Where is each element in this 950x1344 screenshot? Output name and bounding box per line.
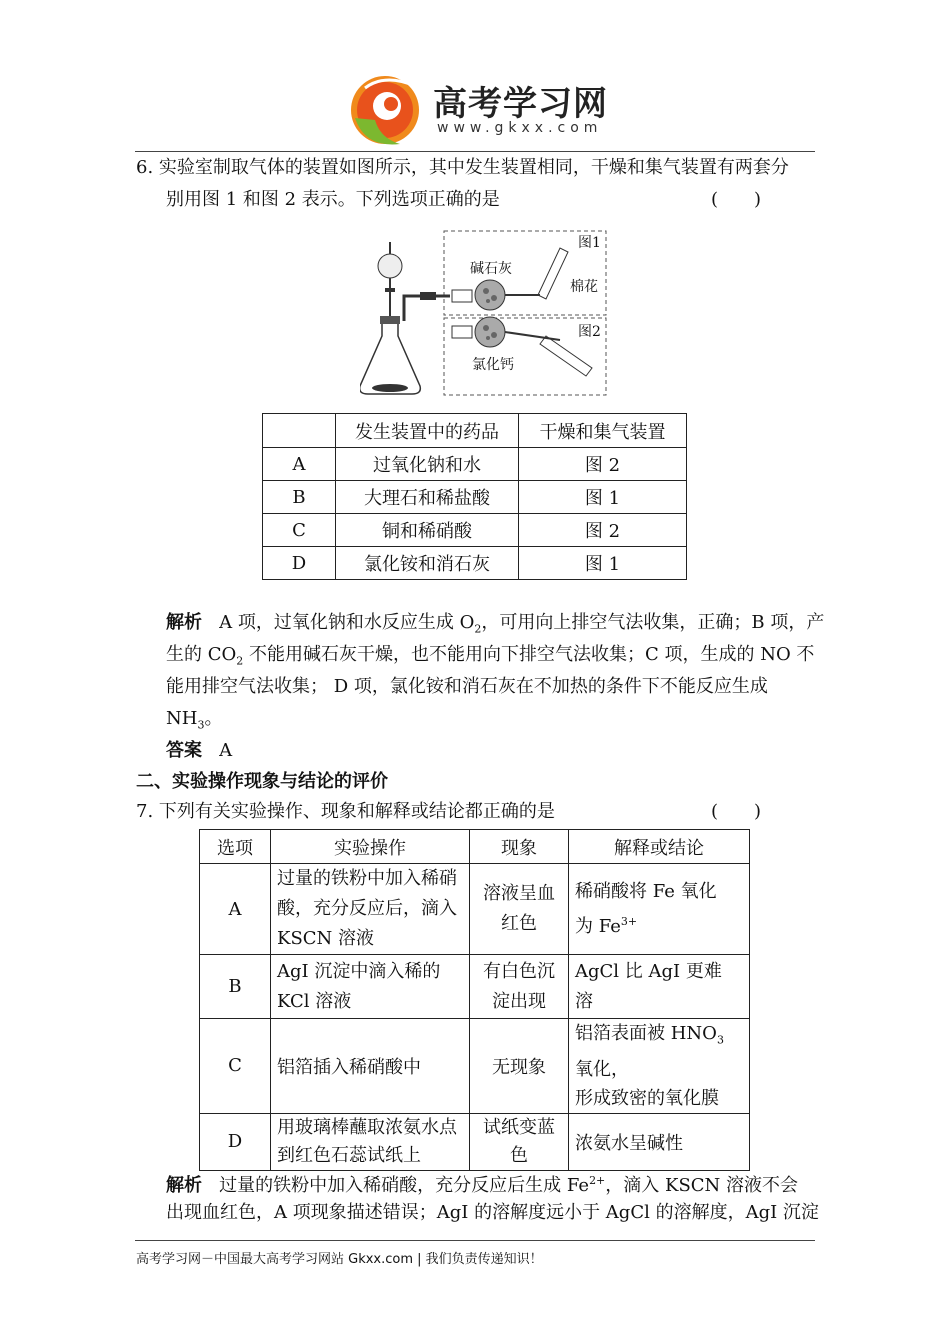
q7-op-line: 酸，充分反应后，滴入 bbox=[277, 898, 457, 919]
q7-con-line: 稀硝酸将 Fe 氧化 bbox=[575, 880, 717, 902]
q7-con bbox=[569, 1113, 750, 1170]
q7-ph-line: 溶液呈血 bbox=[483, 883, 555, 904]
q7-con bbox=[569, 955, 750, 1019]
subscript: 3 bbox=[716, 1033, 724, 1047]
apparatus-figure bbox=[360, 228, 610, 398]
q7-op bbox=[271, 864, 470, 955]
fig1-label: 图1 bbox=[578, 235, 601, 251]
q7-op-line: KSCN 溶液 bbox=[277, 928, 375, 949]
q7-ph-line: 红色 bbox=[501, 913, 537, 934]
q7-ph-line: 有白色沉 bbox=[483, 960, 555, 982]
q7-con-line bbox=[575, 907, 743, 942]
footer-rule bbox=[135, 1240, 815, 1241]
q6-cell: 图 1 bbox=[519, 481, 687, 514]
q6-cell: C bbox=[263, 514, 336, 547]
q7-th: 现象 bbox=[470, 830, 569, 864]
footer-text: 高考学习网－中国最大高考学习网站 Gkxx.com | 我们负责传递知识！ bbox=[136, 1252, 543, 1267]
q7-ph bbox=[470, 1019, 569, 1114]
q7-ph bbox=[470, 1113, 569, 1170]
cotton-label: 棉花 bbox=[570, 279, 598, 295]
q7-op bbox=[271, 955, 470, 1019]
q7-analysis-line2: 出现血红色，A 项现象描述错误；AgI 的溶解度远小于 AgCl 的溶解度，AgI 沉淀 bbox=[166, 1202, 819, 1223]
q7-opt: D bbox=[200, 1113, 271, 1170]
q6-analysis-line1 bbox=[166, 612, 824, 641]
q7-opt: A bbox=[200, 864, 271, 955]
q7-ph bbox=[470, 955, 569, 1019]
superscript: 3+ bbox=[620, 914, 638, 928]
q7-con-text: 为 Fe bbox=[575, 915, 621, 937]
q7-op bbox=[271, 1113, 470, 1170]
soda-lime-label: 碱石灰 bbox=[470, 261, 512, 277]
q7-con-line bbox=[575, 1019, 743, 1055]
q6-cell: B bbox=[263, 481, 336, 514]
q7-con bbox=[569, 1019, 750, 1114]
q7-table bbox=[199, 829, 750, 1171]
q7-th: 解释或结论 bbox=[569, 830, 750, 864]
q7-op-line: 用玻璃棒蘸取浓氨水点 bbox=[277, 1116, 457, 1138]
answer-label: 答案 bbox=[166, 740, 202, 761]
q7-op bbox=[271, 1019, 470, 1114]
q7-analysis-line1 bbox=[166, 1170, 798, 1197]
q7-ph-line: 试纸变蓝 bbox=[483, 1116, 555, 1138]
q6-cell: A bbox=[263, 448, 336, 481]
q7-op-line: 铝箔插入稀硝酸中 bbox=[277, 1056, 421, 1078]
q6-cell: 图 2 bbox=[519, 448, 687, 481]
q7-th: 实验操作 bbox=[271, 830, 470, 864]
q7-op-line: 过量的铁粉中加入稀硝 bbox=[277, 868, 457, 889]
q7-op-line: AgI 沉淀中滴入稀的 bbox=[277, 960, 441, 982]
logo-icon bbox=[345, 68, 435, 150]
q6-table bbox=[262, 413, 687, 580]
fig2-label: 图2 bbox=[578, 324, 601, 340]
logo-title: 高考学习网 bbox=[433, 84, 608, 124]
q6-cell: 图 1 bbox=[519, 547, 687, 580]
q7-ph bbox=[470, 864, 569, 955]
q6-analysis-text: 生的 CO bbox=[166, 644, 237, 665]
q6-line2: 别用图 1 和图 2 表示。下列选项正确的是 bbox=[166, 189, 500, 210]
q7-opt: C bbox=[200, 1019, 271, 1114]
q7-opt: B bbox=[200, 955, 271, 1019]
q7-con-line: 溶 bbox=[575, 990, 593, 1012]
q6-analysis-text: 。 bbox=[204, 708, 223, 729]
analysis-label: 解析 bbox=[166, 1175, 202, 1196]
header-rule bbox=[135, 151, 815, 152]
q7-ph-line: 淀出现 bbox=[492, 990, 546, 1012]
q6-analysis-text: 不能用碱石灰干燥，也不能用向下排空气法收集；C 项，生成的 NO 不 bbox=[243, 644, 815, 665]
logo bbox=[345, 68, 615, 150]
q6-analysis-line4 bbox=[166, 708, 222, 737]
q6-cell: 图 2 bbox=[519, 514, 687, 547]
q6-paren: ( ) bbox=[711, 189, 762, 210]
q7-analysis-text: 过量的铁粉中加入稀硝酸，充分反应后生成 Fe bbox=[219, 1175, 590, 1196]
section-title: 二、实验操作现象与结论的评价 bbox=[136, 771, 388, 792]
q6-answer bbox=[166, 740, 232, 762]
q6-th: 发生装置中的药品 bbox=[336, 414, 519, 448]
q6-cell: 过氧化钠和水 bbox=[336, 448, 519, 481]
q7-paren: ( ) bbox=[711, 801, 762, 822]
subscript: 2 bbox=[474, 622, 482, 636]
q6-line1: 6. 实验室制取气体的装置如图所示，其中发生装置相同，干燥和集气装置有两套分 bbox=[136, 157, 789, 178]
logo-url: www.gkxx.com bbox=[437, 120, 603, 136]
q6-cell: 铜和稀硝酸 bbox=[336, 514, 519, 547]
q7-con-line: 氧化， bbox=[575, 1058, 629, 1080]
q6-analysis-line3: 能用排空气法收集； D 项，氯化铵和消石灰在不加热的条件下不能反应生成 bbox=[166, 676, 768, 697]
cacl2-label: 氯化钙 bbox=[472, 357, 514, 373]
q7-ph-line: 色 bbox=[510, 1144, 528, 1166]
q7-analysis-text: ，滴入 KSCN 溶液不会 bbox=[605, 1175, 799, 1196]
q7-con bbox=[569, 864, 750, 955]
q7-op-line: KCl 溶液 bbox=[277, 990, 352, 1012]
q7-th: 选项 bbox=[200, 830, 271, 864]
q7-con-line: 浓氨水呈碱性 bbox=[575, 1132, 683, 1154]
q7-con-line: AgCl 比 AgI 更难 bbox=[575, 960, 722, 982]
q6-analysis-text: A 项，过氧化钠和水反应生成 O bbox=[219, 612, 475, 633]
answer-value: A bbox=[219, 740, 233, 761]
q6-cell: 氯化铵和消石灰 bbox=[336, 547, 519, 580]
q6-analysis-text: ，可用向上排空气法收集，正确；B 项，产 bbox=[481, 612, 825, 633]
q7-op-line: 到红色石蕊试纸上 bbox=[277, 1144, 421, 1166]
q6-analysis-text: NH bbox=[166, 708, 198, 729]
q6-th bbox=[263, 414, 336, 448]
q7-ph-line: 无现象 bbox=[492, 1056, 546, 1078]
q6-analysis-line2 bbox=[166, 644, 814, 673]
q7-con-line: 形成致密的氧化膜 bbox=[575, 1087, 719, 1109]
q7-line1: 7. 下列有关实验操作、现象和解释或结论都正确的是 bbox=[136, 801, 555, 822]
superscript: 2+ bbox=[589, 1174, 606, 1187]
q6-cell: D bbox=[263, 547, 336, 580]
q6-cell: 大理石和稀盐酸 bbox=[336, 481, 519, 514]
analysis-label: 解析 bbox=[166, 612, 202, 633]
subscript: 3 bbox=[197, 718, 205, 732]
q7-con-text: 铝箔表面被 HNO bbox=[575, 1023, 717, 1044]
subscript: 2 bbox=[236, 654, 244, 668]
q6-th: 干燥和集气装置 bbox=[519, 414, 687, 448]
